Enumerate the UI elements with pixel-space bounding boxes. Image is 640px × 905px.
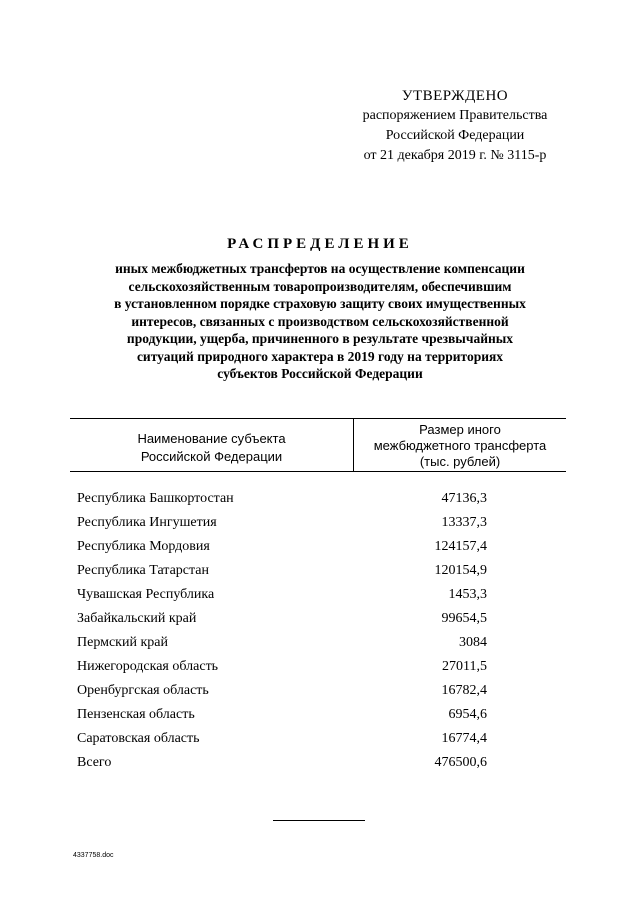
subject-name: Саратовская область — [77, 731, 200, 746]
subtitle-line: продукции, ущерба, причиненного в результате чрезвычайных — [126, 331, 514, 346]
subject-name: Республика Ингушетия — [77, 515, 217, 530]
approval-heading: УТВЕРЖДЕНО — [401, 88, 509, 104]
transfer-value: 13337,3 — [441, 515, 487, 530]
table-row — [77, 487, 567, 511]
transfer-value: 99654,5 — [441, 611, 487, 626]
approval-date-number: от 21 декабря 2019 г. № 3115-р — [363, 148, 547, 163]
subject-name: Пермский край — [77, 635, 168, 650]
header-transfer-amount — [354, 422, 566, 470]
approval-line: распоряжением Правительства — [362, 108, 548, 123]
header-text: межбюджетного трансферта — [373, 438, 547, 453]
subject-name: Нижегородская область — [77, 659, 219, 674]
file-reference: 4337758.doc — [73, 852, 114, 859]
table-row — [77, 631, 567, 655]
subject-name: Оренбургская область — [77, 683, 209, 698]
subtitle-line: интересов, связанных с производством сельскохозяйственной — [131, 313, 509, 329]
header-text: Российской Федерации — [140, 449, 283, 464]
document-title: РАСПРЕДЕЛЕНИЕ — [227, 236, 413, 252]
transfer-value: 6954,6 — [448, 707, 487, 722]
table-row — [77, 607, 567, 631]
table-row — [77, 679, 567, 703]
header-text: Наименование субъекта — [137, 431, 286, 446]
document-subtitle — [60, 260, 580, 383]
subtitle-line: сельскохозяйственным товаропроизводителям, обеспечившим — [128, 278, 512, 294]
transfer-value: 124157,4 — [434, 539, 487, 554]
table-row — [77, 655, 567, 679]
approval-block — [330, 86, 580, 166]
table-row — [77, 559, 567, 583]
total-value: 476500,6 — [434, 755, 487, 770]
table-body — [77, 487, 567, 775]
transfer-value: 16774,4 — [441, 731, 487, 746]
header-subject-name — [70, 430, 353, 466]
subject-name: Забайкальский край — [77, 611, 197, 626]
subtitle-line: иных межбюджетных трансфертов на осуществление компенсации — [115, 261, 525, 276]
subtitle-line: ситуаций природного характера в 2019 году на территориях — [136, 348, 504, 364]
end-rule — [273, 820, 365, 821]
transfer-value: 16782,4 — [441, 683, 487, 698]
subject-name: Республика Мордовия — [77, 539, 210, 554]
table-row — [77, 511, 567, 535]
table-row — [77, 727, 567, 751]
table-row — [77, 535, 567, 559]
header-text: Размер иного — [419, 422, 501, 437]
transfer-value: 47136,3 — [441, 491, 487, 506]
transfer-value: 120154,9 — [434, 563, 487, 578]
table-row — [77, 583, 567, 607]
table-header — [70, 418, 566, 472]
total-label: Всего — [77, 755, 112, 770]
table-row-total — [77, 751, 567, 775]
transfer-value: 3084 — [459, 635, 487, 650]
subject-name: Республика Татарстан — [77, 563, 210, 578]
approval-line: Российской Федерации — [385, 128, 525, 143]
transfer-value: 1453,3 — [448, 587, 487, 602]
subject-name: Чувашская Республика — [77, 587, 215, 602]
subtitle-line: в установленном порядке страховую защиту своих имущественных — [114, 296, 526, 311]
header-text: (тыс. рублей) — [419, 454, 501, 469]
table-row — [77, 703, 567, 727]
transfer-value: 27011,5 — [442, 659, 487, 674]
subtitle-line: субъектов Российской Федерации — [217, 366, 423, 381]
subject-name: Пензенская область — [77, 707, 195, 722]
subject-name: Республика Башкортостан — [77, 491, 234, 506]
